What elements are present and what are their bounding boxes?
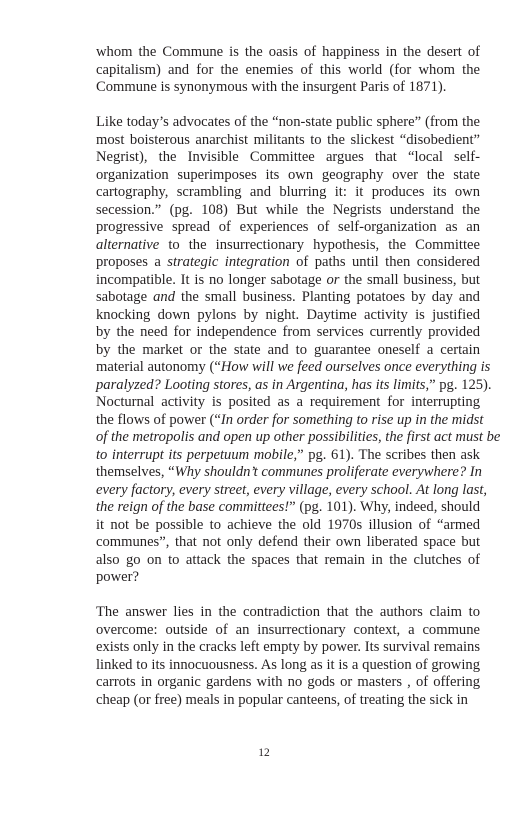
text-line bbox=[96, 622, 480, 640]
text-line bbox=[96, 394, 480, 412]
text-run: incompatible. It is no longer sabotage bbox=[96, 271, 327, 288]
text-run: linked to its innocuousness. As long as it is a question of growing bbox=[96, 656, 480, 673]
text-run: proposes a bbox=[96, 254, 168, 270]
italic-text: the reign of the base committees! bbox=[96, 499, 290, 515]
text-run: ” (pg. 101). Why, indeed, should bbox=[289, 499, 480, 515]
text-line bbox=[96, 464, 480, 482]
paragraph bbox=[96, 114, 501, 587]
text-run: carrots in organic gardens with no gods or masters , of offering bbox=[96, 674, 480, 690]
text-run: by the market or the state and to guarantee oneself a certain bbox=[96, 341, 480, 358]
text-line bbox=[96, 149, 480, 167]
text-run: by the need for independence from services currently provided bbox=[96, 324, 480, 340]
text-line bbox=[96, 342, 480, 360]
text-run: material autonomy (“ bbox=[96, 359, 221, 375]
text-run: Nocturnal activity is posited as a requirement for interrupting bbox=[96, 394, 480, 410]
text-line bbox=[96, 114, 480, 132]
text-run: the flows of power (“ bbox=[96, 411, 221, 428]
text-line bbox=[96, 132, 480, 150]
text-line bbox=[96, 289, 480, 307]
italic-text: or bbox=[326, 271, 340, 288]
text-line bbox=[96, 324, 480, 342]
text-run: most boisterous anarchist militants to the slickest “disobedient” bbox=[96, 131, 480, 148]
text-run: power? bbox=[96, 569, 139, 585]
italic-text: paralyzed? Looting stores, as in Argentina, has its limits, bbox=[96, 376, 430, 393]
text-run: the small business. Planting potatoes by day and bbox=[175, 289, 480, 305]
text-line bbox=[96, 674, 480, 692]
text-run: sabotage bbox=[96, 289, 154, 305]
text-run: communes”, that not only defend their own liberated space but bbox=[96, 534, 480, 550]
paragraph bbox=[96, 44, 480, 97]
text-line bbox=[96, 184, 480, 202]
text-line bbox=[96, 639, 480, 657]
text-line bbox=[96, 307, 480, 325]
text-run: themselves, “ bbox=[96, 464, 175, 480]
text-run: cheap (or free) meals in popular canteens, of treating the sick in bbox=[96, 691, 468, 708]
text-run: knocking down pylons by night. Daytime activity is justified bbox=[96, 306, 480, 323]
text-line bbox=[96, 272, 480, 290]
text-run: also go on to attack the spaces that remain in the clutches of bbox=[96, 551, 480, 568]
text-line bbox=[96, 534, 480, 552]
italic-text: of the metropolis and open up other possibilities, the first act must be bbox=[96, 429, 501, 445]
text-line bbox=[96, 237, 480, 255]
page-number: 12 bbox=[258, 747, 270, 759]
page-body bbox=[96, 44, 501, 709]
text-run: The answer lies in the contradiction that the authors claim to bbox=[96, 604, 480, 620]
text-run: whom the Commune is the oasis of happiness in the desert of bbox=[96, 44, 480, 60]
text-line bbox=[96, 481, 488, 500]
text-line bbox=[96, 552, 480, 570]
text-run: to the insurrectionary hypothesis, the Committee bbox=[159, 236, 480, 253]
text-line bbox=[96, 447, 480, 465]
text-run: Commune is synonymous with the insurgent Paris of 1871). bbox=[96, 79, 447, 95]
text-line bbox=[96, 359, 491, 377]
text-line bbox=[96, 167, 480, 185]
text-line bbox=[96, 376, 492, 395]
italic-text: to interrupt its perpetuum mobile, bbox=[96, 446, 298, 463]
text-run: Negrist), the Invisible Committee argues that “local self- bbox=[96, 149, 480, 165]
text-line bbox=[96, 429, 501, 447]
italic-text: every factory, every street, every village, every school. At long last, bbox=[96, 481, 488, 498]
text-run: secession.” (pg. 108) But while the Negrists understand the bbox=[96, 201, 480, 218]
text-run: exists only in the cracks left empty by power. Its survival remains bbox=[96, 639, 480, 655]
text-line bbox=[96, 499, 480, 517]
text-run: cartography, scrambling and blurring it: it produces its own bbox=[96, 184, 480, 200]
text-run: progressive spread of experiences of self-organization as an bbox=[96, 219, 480, 235]
text-line bbox=[96, 62, 480, 80]
italic-text: Why shouldn’t communes proliferate everywhere? In bbox=[174, 464, 482, 480]
text-run: Like today’s advocates of the “non-state public sphere” (from the bbox=[96, 114, 480, 130]
text-run: of paths until then considered bbox=[289, 254, 480, 270]
text-run: the small business, but bbox=[339, 271, 480, 288]
text-line bbox=[96, 569, 480, 587]
text-line bbox=[96, 202, 480, 220]
text-line bbox=[96, 79, 480, 97]
italic-text: In order for something to rise up in the midst bbox=[220, 411, 484, 428]
text-run: capitalism) and for the enemies of this world (for whom the bbox=[96, 61, 480, 78]
text-line bbox=[96, 44, 480, 62]
text-run: it not be possible to achieve the old 1970s illusion of “armed bbox=[96, 516, 480, 533]
italic-text: and bbox=[153, 289, 175, 305]
text-line bbox=[96, 604, 480, 622]
text-line bbox=[96, 692, 480, 710]
text-run: overcome: outside of an insurrectionary context, a commune bbox=[96, 621, 480, 638]
text-line bbox=[96, 517, 480, 535]
italic-text: alternative bbox=[96, 236, 160, 253]
text-line bbox=[96, 411, 484, 430]
text-run: organization superimposes its own geography over the state bbox=[96, 166, 480, 183]
text-line bbox=[96, 219, 480, 237]
paragraph bbox=[96, 604, 480, 709]
text-line bbox=[96, 254, 480, 272]
text-line bbox=[96, 657, 480, 675]
italic-text: strategic integration bbox=[167, 254, 290, 270]
text-run: ” pg. 61). The scribes then ask bbox=[297, 446, 480, 463]
italic-text: How will we feed ourselves once everything is bbox=[220, 359, 491, 375]
text-run: ” pg. 125). bbox=[429, 376, 492, 393]
